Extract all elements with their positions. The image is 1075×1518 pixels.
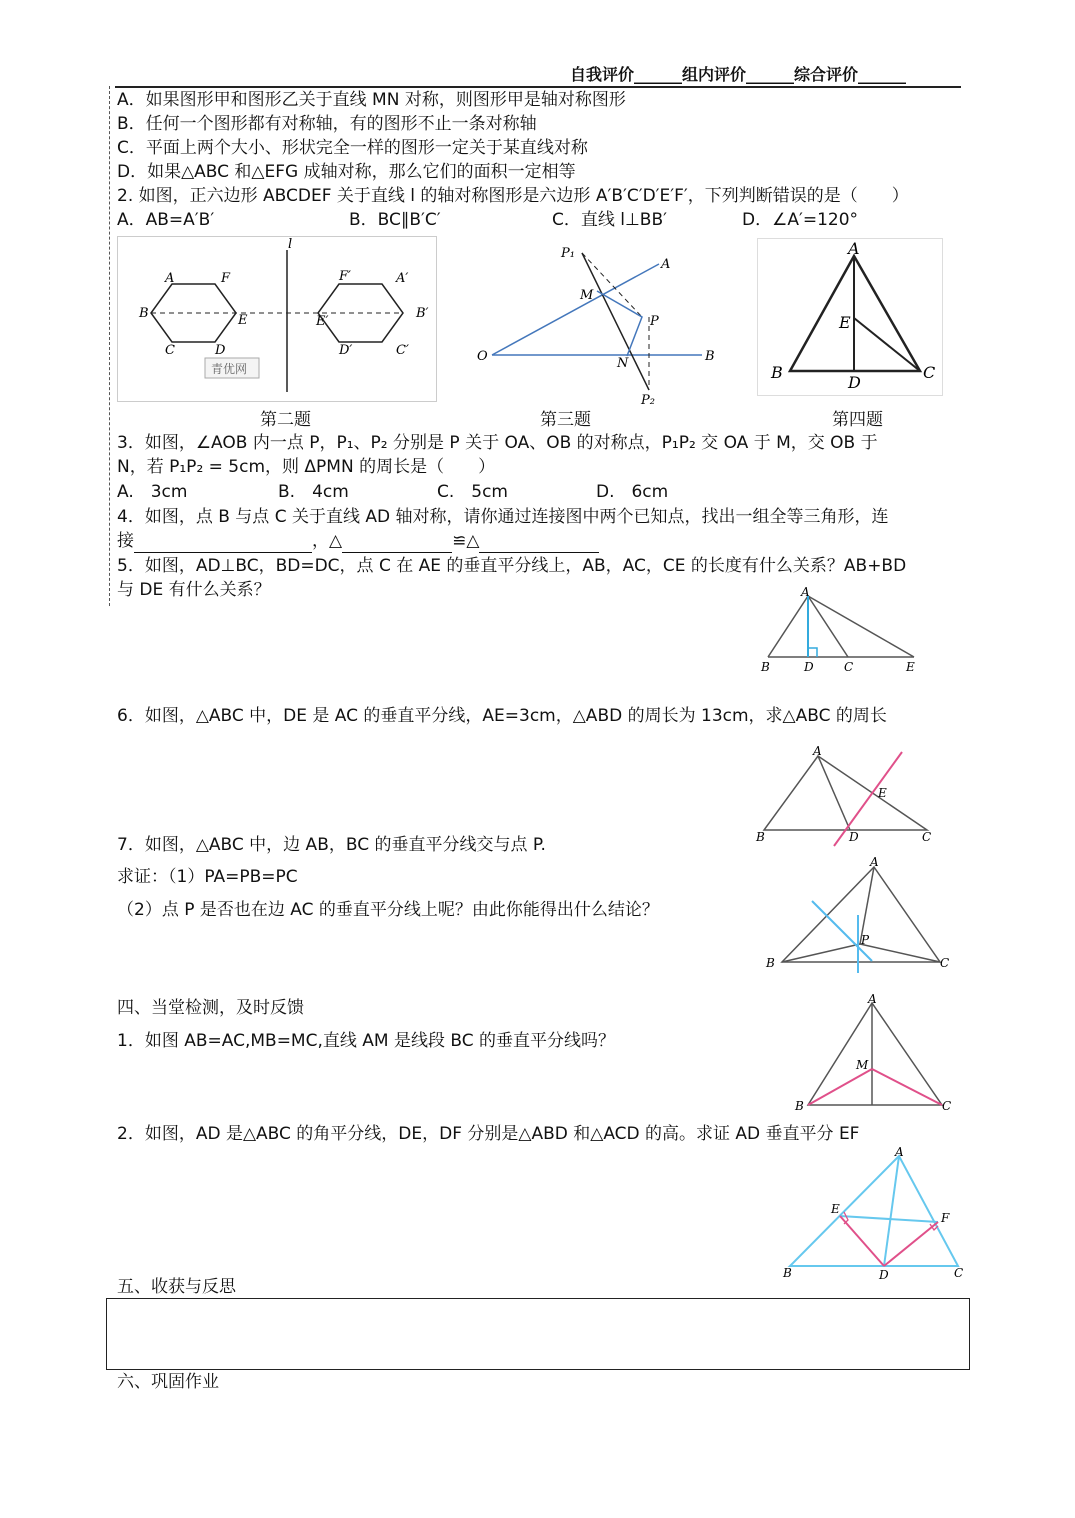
s4q1-label-c: C xyxy=(942,1099,952,1113)
q7-figure xyxy=(760,855,955,975)
q4-line2 xyxy=(117,529,599,553)
fig4-label-e: E xyxy=(839,313,851,332)
section6-title: 六、巩固作业 xyxy=(117,1372,219,1392)
hex-label-l: l xyxy=(288,237,293,252)
angle-label-a: A xyxy=(661,257,671,272)
q6-label-a: A xyxy=(813,744,822,758)
fig4-label-b: B xyxy=(771,363,783,382)
s4q2-label-a: A xyxy=(895,1146,904,1159)
angle-label-p2: P₂ xyxy=(641,393,655,408)
q3-option-a: A. 3cm xyxy=(117,482,188,502)
s4q2-label-f: F xyxy=(941,1211,950,1225)
reflection-box[interactable] xyxy=(106,1298,970,1370)
hexagon-figure xyxy=(117,236,437,402)
hex-label-b: B xyxy=(139,306,149,321)
q2-option-b: B．BC∥B′C′ xyxy=(349,210,441,230)
q5-line1: 5．如图，AD⊥BC，BD=DC，点 C 在 AE 的垂直平分线上，AB，AC，CE 的长度有什么关系？AB+BD xyxy=(117,556,907,576)
angle-label-p: P xyxy=(650,314,659,329)
s4q1-label-m: M xyxy=(856,1058,869,1072)
q7-label-p: P xyxy=(861,933,870,947)
q5-label-c: C xyxy=(844,660,854,674)
q4-blank-3[interactable] xyxy=(479,534,599,553)
q5-label-d: D xyxy=(804,660,814,674)
hex-label-e: E xyxy=(238,313,248,328)
section4-title: 四、当堂检测，及时反馈 xyxy=(117,998,304,1018)
q4-line1: 4．如图，点 B 与点 C 关于直线 AD 轴对称，请你通过连接图中两个已知点，找出一组全等三角形，连 xyxy=(117,507,889,527)
q3-option-d: D. 6cm xyxy=(596,482,669,502)
hex-label-c-prime: C′ xyxy=(396,343,409,358)
s4q1-label-a: A xyxy=(868,993,877,1006)
q4-part2: ，△ xyxy=(312,531,343,551)
angle-label-n: N xyxy=(617,356,629,371)
q5-label-b: B xyxy=(761,660,770,674)
section4-q1: 1．如图 AB=AC,MB=MC,直线 AM 是线段 BC 的垂直平分线吗？ xyxy=(117,1031,616,1051)
q6-figure xyxy=(752,742,937,852)
s4q2-label-e: E xyxy=(831,1202,840,1216)
q3-line2: N，若 P₁P₂ = 5cm，则 ΔPMN 的周长是（ ） xyxy=(117,457,496,477)
hex-label-e-prime: E′ xyxy=(316,314,329,329)
q3-option-b: B. 4cm xyxy=(278,482,349,502)
hex-label-f: F xyxy=(221,271,231,286)
q7-line3: （2）点 P 是否也在边 AC 的垂直平分线上呢？由此你能得出什么结论？ xyxy=(117,900,659,920)
binding-margin-dashes xyxy=(109,86,110,606)
caption-q2: 第二题 xyxy=(260,410,311,430)
caption-q3: 第三题 xyxy=(540,410,591,430)
angle-label-b: B xyxy=(705,349,715,364)
watermark-text: 青优网 xyxy=(211,362,248,376)
fig4-label-d: D xyxy=(848,373,861,392)
q7-label-b: B xyxy=(766,956,775,970)
s4q2-label-d: D xyxy=(879,1268,889,1282)
q2-option-a: A．AB=A′B′ xyxy=(117,210,215,230)
q7-label-c: C xyxy=(940,956,950,970)
q1-option-d: D．如果△ABC 和△EFG 成轴对称，那么它们的面积一定相等 xyxy=(117,162,576,182)
q1-option-a: A．如果图形甲和图形乙关于直线 MN 对称，则图形甲是轴对称图形 xyxy=(117,90,626,110)
section4-q1-figure xyxy=(790,993,960,1113)
q6-text: 6．如图，△ABC 中，DE 是 AC 的垂直平分线，AE=3cm，△ABD 的周长为 13cm，求△ABC 的周长 xyxy=(117,706,887,726)
q1-option-b: B．任何一个图形都有对称轴，有的图形不止一条对称轴 xyxy=(117,114,537,134)
q4-part1: 接 xyxy=(117,531,134,551)
s4q1-label-b: B xyxy=(795,1099,804,1113)
hex-label-a: A xyxy=(165,271,175,286)
q7-label-a: A xyxy=(870,855,879,869)
q4-blank-2[interactable] xyxy=(342,534,452,553)
q2-option-c: C．直线 l⊥BB′ xyxy=(552,210,667,230)
q7-line2: 求证：（1）PA=PB=PC xyxy=(117,867,298,887)
evaluation-header: 自我评价______组内评价______综合评价______ xyxy=(570,65,907,84)
q6-label-e: E xyxy=(878,786,887,800)
q5-label-e: E xyxy=(906,660,915,674)
q3-option-c: C. 5cm xyxy=(437,482,508,502)
section4-q2-figure xyxy=(778,1146,968,1282)
angle-reflection-figure xyxy=(437,236,737,408)
section4-q2: 2．如图，AD 是△ABC 的角平分线，DE，DF 分别是△ABD 和△ACD 的高。求证 AD 垂直平分 EF xyxy=(117,1124,860,1144)
section5-title: 五、收获与反思 xyxy=(117,1277,236,1297)
hex-label-d: D xyxy=(215,343,226,358)
angle-label-m: M xyxy=(580,288,594,303)
hex-label-f-prime: F′ xyxy=(339,269,351,284)
angle-label-p1: P₁ xyxy=(561,246,575,261)
hex-label-a-prime: A′ xyxy=(396,271,409,286)
q1-option-c: C．平面上两个大小、形状完全一样的图形一定关于某直线对称 xyxy=(117,138,588,158)
s4q2-label-b: B xyxy=(783,1266,792,1280)
s4q2-label-c: C xyxy=(954,1266,964,1280)
q2-option-d: D．∠A′=120° xyxy=(742,210,859,230)
q5-label-a: A xyxy=(801,585,810,599)
q3-line1: 3．如图，∠AOB 内一点 P，P₁、P₂ 分别是 P 关于 OA、OB 的对称点，P₁P₂ 交 OA 于 M，交 OB 于 xyxy=(117,433,878,453)
q4-blank-1[interactable] xyxy=(134,534,312,553)
q2-stem: 2. 如图，正六边形 ABCDEF 关于直线 l 的轴对称图形是六边形 A′B′C′D′E′F′，下列判断错误的是（ ） xyxy=(117,186,909,206)
q6-label-d: D xyxy=(849,830,859,844)
q7-line1: 7．如图，△ABC 中，边 AB，BC 的垂直平分线交与点 P. xyxy=(117,835,546,855)
caption-q4: 第四题 xyxy=(832,410,883,430)
q5-figure xyxy=(756,584,926,676)
hex-label-b-prime: B′ xyxy=(416,306,429,321)
q6-label-c: C xyxy=(922,830,932,844)
fig4-label-a: A xyxy=(848,239,860,258)
q5-line2: 与 DE 有什么关系？ xyxy=(117,580,271,600)
fig4-label-c: C xyxy=(923,363,936,382)
q6-label-b: B xyxy=(756,830,765,844)
angle-label-o: O xyxy=(477,349,488,364)
hex-label-d-prime: D′ xyxy=(339,343,353,358)
hex-label-c: C xyxy=(165,343,175,358)
q4-part3: ≌△ xyxy=(452,531,480,551)
triangle-fig4 xyxy=(757,238,943,396)
